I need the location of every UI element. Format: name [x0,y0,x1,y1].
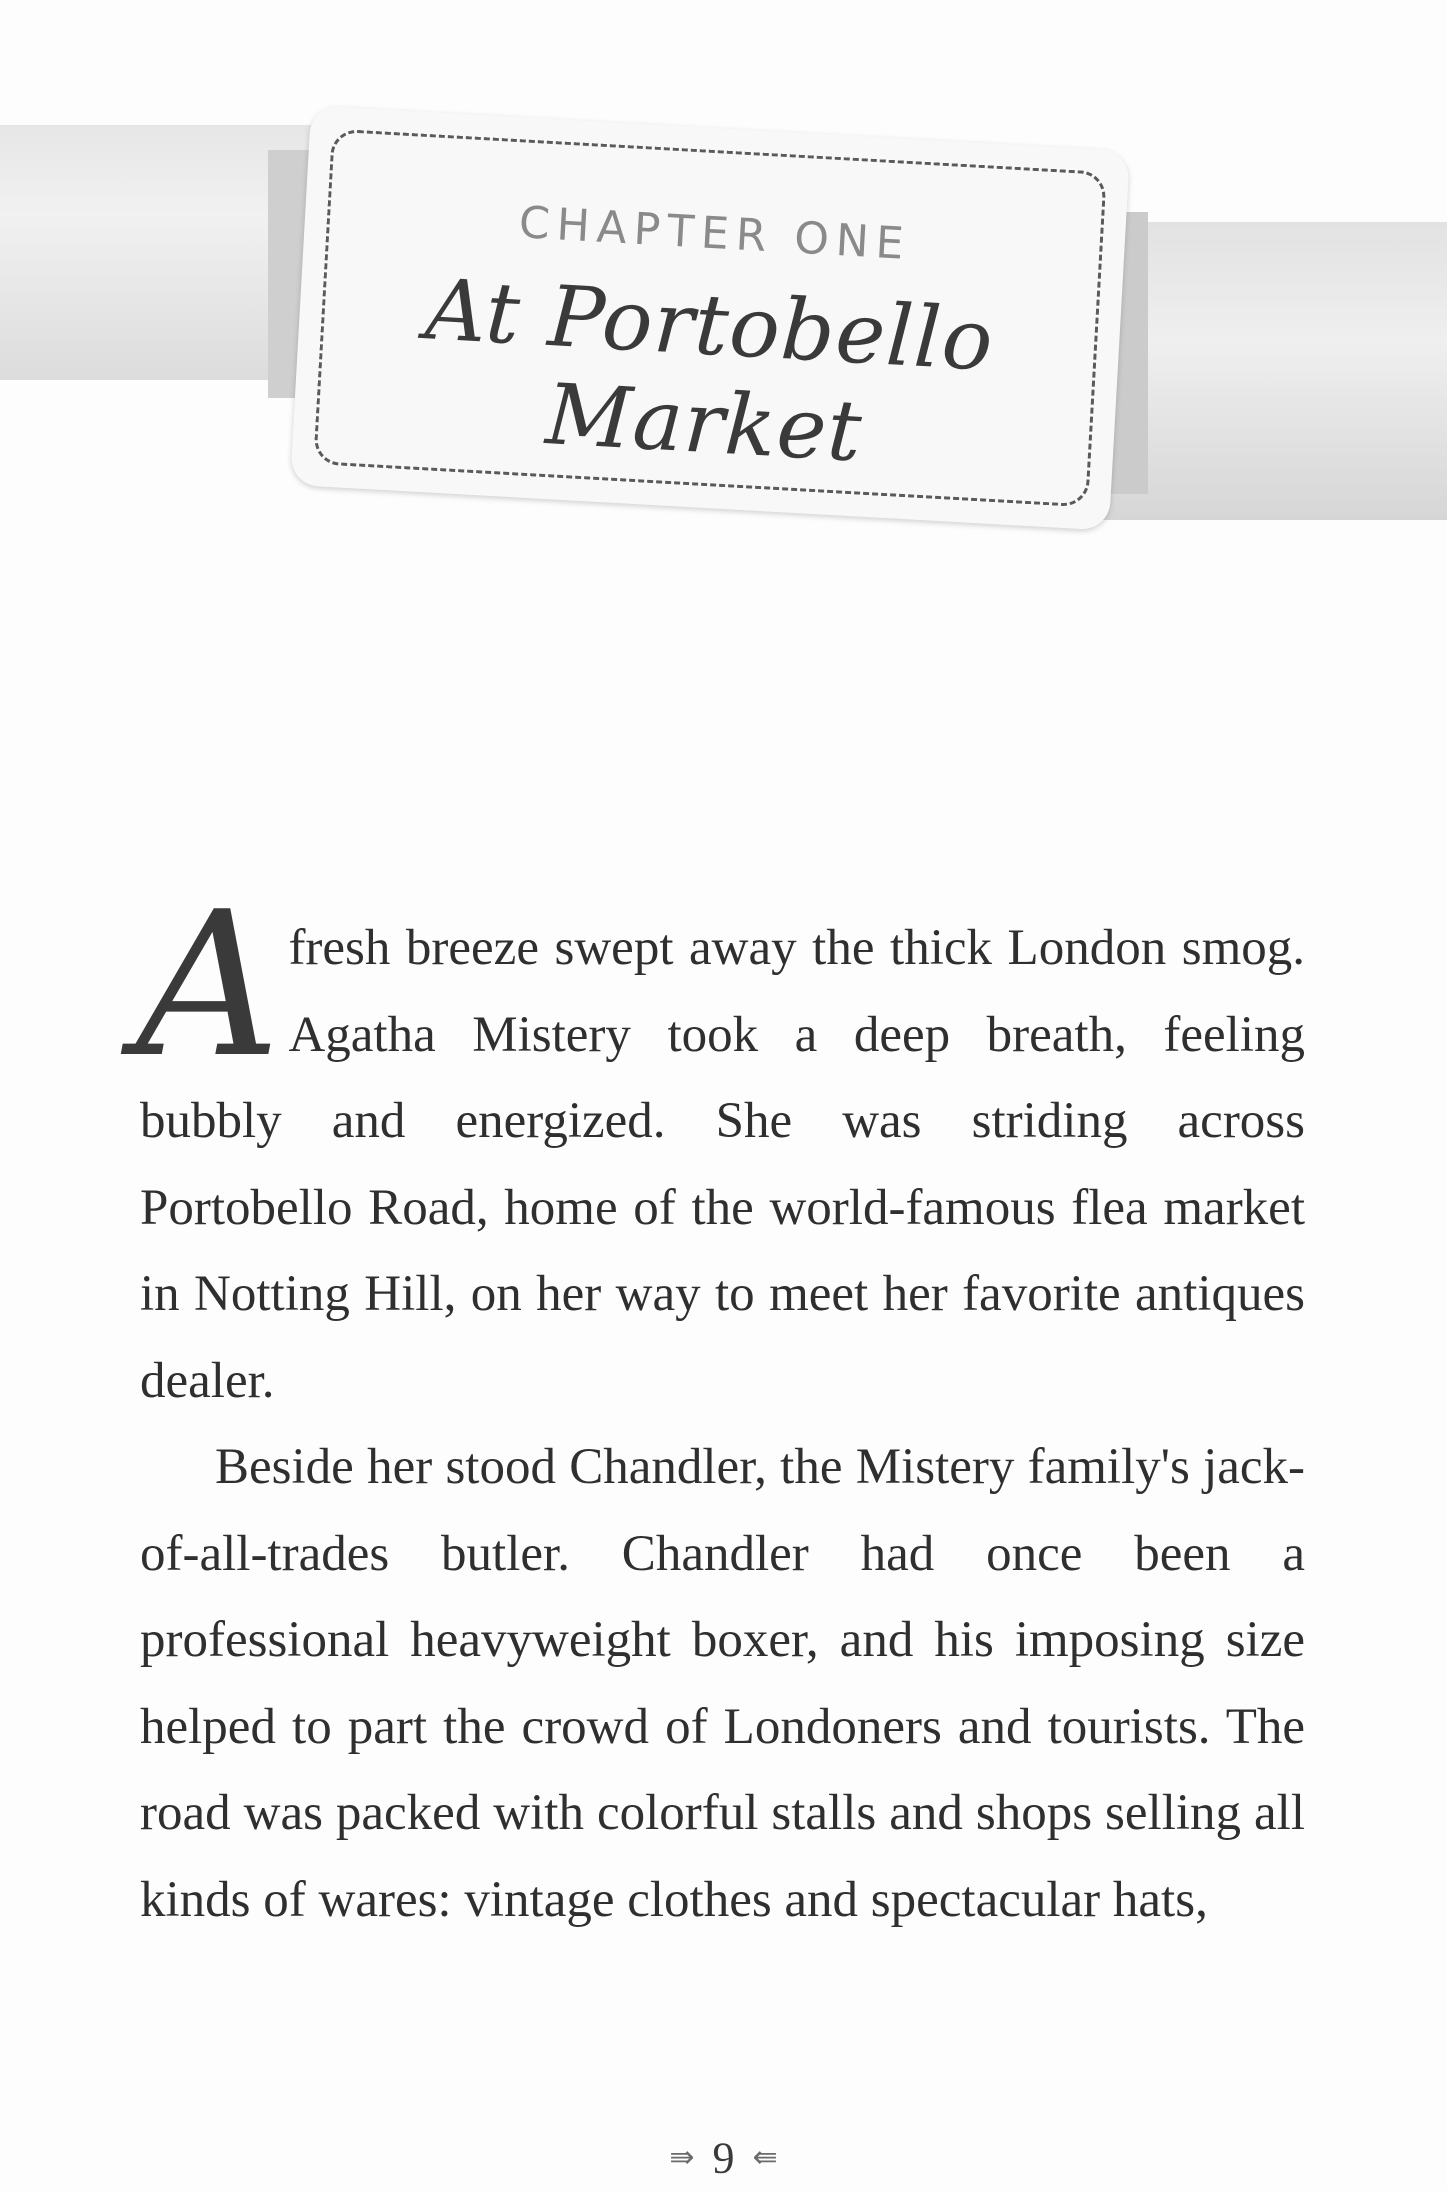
drop-cap: A [136,869,281,1102]
ornament-right-icon: ⇚ [752,2141,778,2175]
paragraph-1 [136,869,1305,1424]
paragraph-1-text: fresh breeze swept away the thick London smog. Agatha Mistery took a deep breath, feeling bubbly and energized. She was striding across Portobello Road, home of the world-famous flea market in Notting Hill, on her way to meet her favorite antiques dealer. [140,920,1305,1409]
page-footer [0,2128,1447,2183]
page-number: 9 [712,2133,735,2183]
ornament-left-icon: ⇛ [669,2141,695,2175]
chapter-number-label: CHAPTER ONE [517,197,912,271]
chapter-banner-card [290,105,1130,530]
chapter-body [136,869,1305,1943]
chapter-title: At Portobello Market [423,260,997,481]
paragraph-2: Beside her stood Chandler, the Mistery family's jack-of-all-trades butler. Chandler had once been a professional heavyweight boxer, and his imposing size helped to part the crowd of Londoners and tourists. The road was packed with colorful stalls and shops selling all kinds of wares: vintage clothes and spectacular hats, [140,1439,1305,1928]
